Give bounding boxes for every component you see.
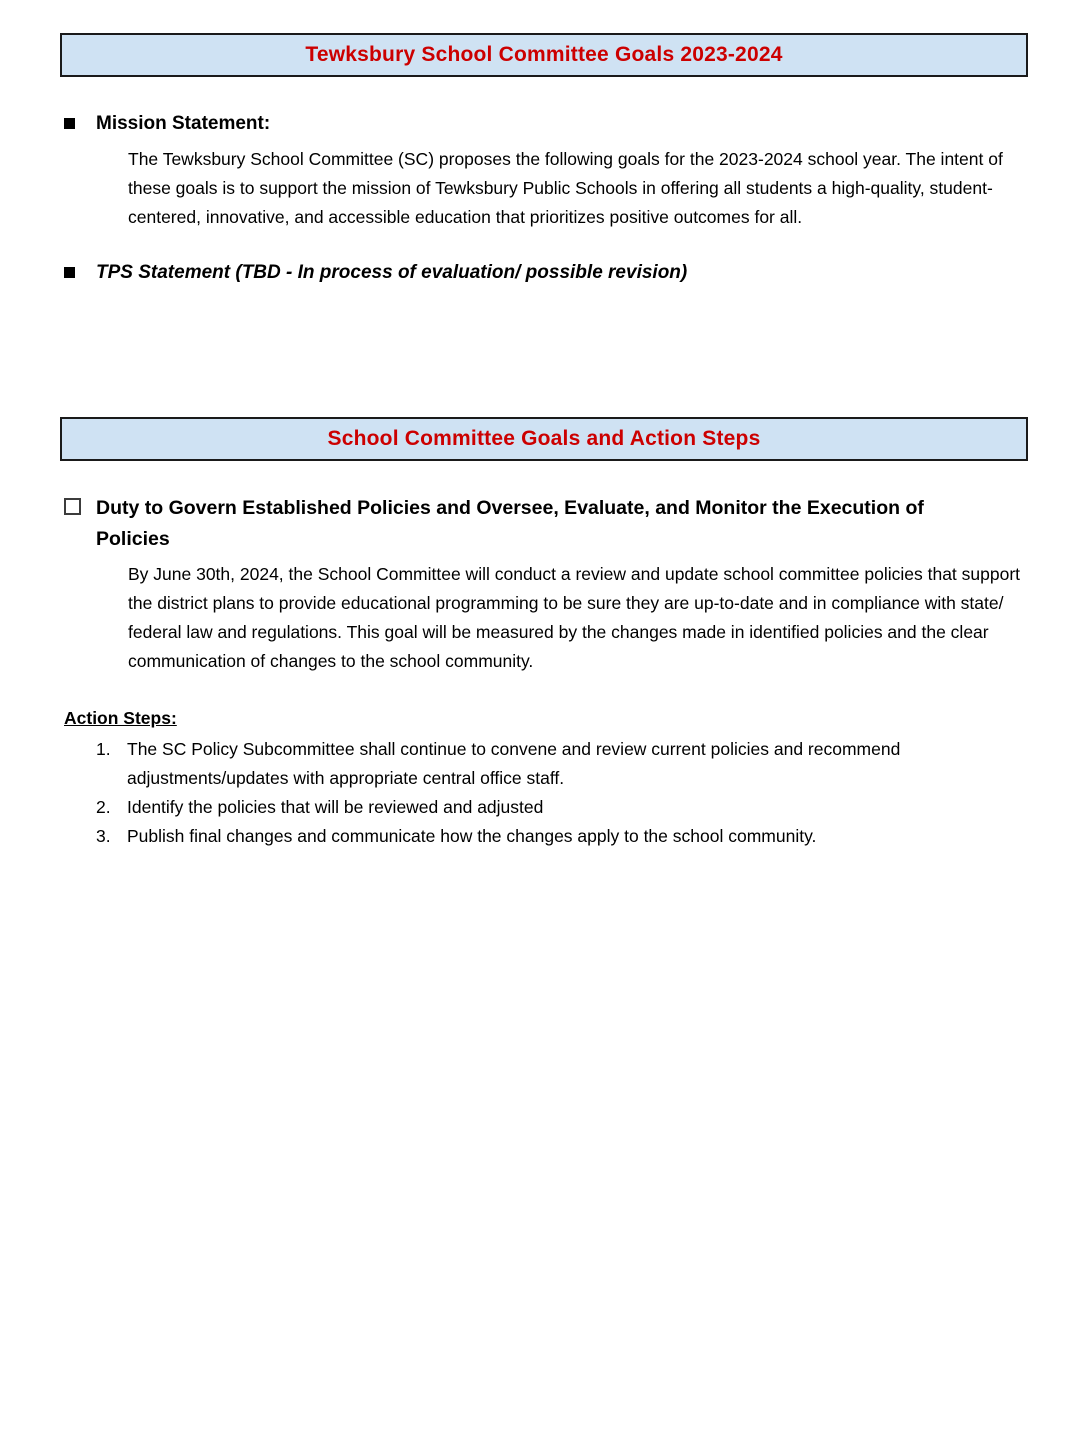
list-item [96,735,1028,793]
square-bullet-icon [64,118,75,129]
section-title-box [60,417,1028,461]
mission-statement-body: The Tewksbury School Committee (SC) proposes the following goals for the 2023-2024 school year. The intent of these goals is to support the mission of Tewksbury Public Schools in offering all students a high-quality, student-centered, innovative, and accessible education that prioritizes positive outcomes for all. [128,149,1003,227]
mission-statement-row [64,111,1028,136]
square-bullet-icon [64,267,75,278]
list-item-number: 3. [96,826,111,846]
list-item-text: Identify the policies that will be reviewed and adjusted [127,797,544,817]
goal-body: By June 30th, 2024, the School Committee will conduct a review and update school committee policies that support the district plans to provide educational programming to be sure they are up-to-date and in compliance with state/ federal law and regulations. This goal will be measured by the changes made in identified policies and the clear communication of changes to the school community. [128,564,1021,671]
goal-heading-row [64,493,1028,555]
section-title: School Committee Goals and Action Steps [327,427,761,450]
list-item [96,822,1028,851]
checkbox-icon [64,498,81,515]
list-item [96,793,1028,822]
goal-title: Duty to Govern Established Policies and Oversee, Evaluate, and Monitor the Execution of Policies [96,497,924,550]
list-item-text: The SC Policy Subcommittee shall continue to convene and review current policies and recommend adjustments/updates with appropriate central office staff. [127,739,901,788]
main-title-box [60,33,1028,77]
main-title: Tewksbury School Committee Goals 2023-2024 [305,43,783,66]
list-item-text: Publish final changes and communicate how the changes apply to the school community. [127,826,817,846]
document-page [0,33,1088,1441]
tps-statement-label: TPS Statement (TBD - In process of evaluation/ possible revision) [96,262,688,283]
list-item-number: 2. [96,797,111,817]
action-steps-label: Action Steps: [64,708,177,728]
tps-statement-row [64,260,1028,285]
action-steps-list [96,735,1028,851]
list-item-number: 1. [96,739,111,759]
mission-statement-label: Mission Statement: [96,113,271,134]
